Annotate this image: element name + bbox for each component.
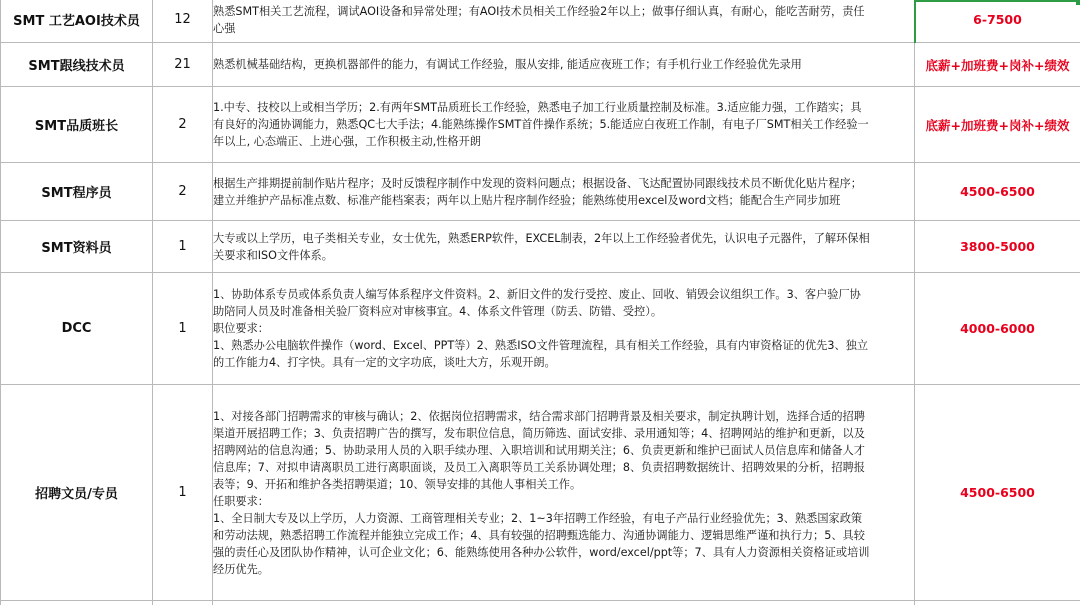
table-row — [1, 273, 1080, 385]
description-line: 根据生产排期提前制作贴片程序；及时反馈程序制作中发现的资料问题点；根据设备、飞达配置协同跟线技术员不断优化贴片程序； — [213, 176, 862, 190]
job-description-cell[interactable] — [213, 43, 915, 87]
description-line: 渠道开展招聘工作；3、负责招聘广告的撰写，发布职位信息，简历筛选、面试安排、录用通知等；4、招聘网站的维护和更新，以及 — [213, 426, 865, 440]
description-line: 信息库；7、对拟申请离职员工进行离职面谈，及员工入离职等员工关系协调处理；8、负责招聘数据统计、招聘效果的分析，招聘报 — [213, 460, 865, 474]
salary-cell[interactable]: 4000-6000 — [915, 273, 1080, 385]
table-row — [1, 43, 1080, 87]
table-row — [1, 601, 1080, 605]
headcount-cell[interactable]: 12 — [153, 0, 213, 43]
empty-cell[interactable] — [213, 601, 915, 605]
description-line: 经历优先。 — [213, 562, 269, 576]
description-line: 建立并维护产品标准点数、标准产能档案表；两年以上贴片程序制作经验；能熟练使用excel及word文档；能配合生产同步加班 — [213, 193, 841, 207]
description-line: 心强 — [213, 21, 236, 35]
job-title-cell[interactable]: 招聘文员/专员 — [1, 385, 153, 601]
description-line: 1、全日制大专及以上学历，人力资源、工商管理相关专业；2、1~3年招聘工作经验，有电子产品行业经验优先；3、熟悉国家政策 — [213, 511, 863, 525]
job-title-cell[interactable]: SMT跟线技术员 — [1, 43, 153, 87]
job-description-cell[interactable] — [213, 385, 915, 601]
description-line: 1.中专、技校以上或相当学历；2.有两年SMT品质班长工作经验，熟悉电子加工行业质量控制及标准。3.适应能力强，工作踏实；具 — [213, 101, 862, 114]
description-line: 任职要求： — [213, 494, 269, 508]
headcount-cell[interactable]: 1 — [153, 273, 213, 385]
description-line: 1、对接各部门招聘需求的审核与确认；2、依据岗位招聘需求，结合需求部门招聘背景及相关要求，制定执聘计划，选择合适的招聘 — [213, 409, 865, 423]
salary-cell[interactable]: 4500-6500 — [915, 163, 1080, 221]
description-line: 和劳动法规，熟悉招聘工作流程并能独立完成工作；4、具有较强的招聘甄选能力、沟通协调能力、逻辑思维严谨和执行力；5、具较 — [213, 528, 865, 542]
job-description-cell[interactable] — [213, 221, 915, 273]
salary-cell[interactable]: 底薪+加班费+岗补+绩效 — [915, 87, 1080, 163]
description-line: 熟悉机械基础结构，更换机器部件的能力，有调试工作经验，服从安排, 能适应夜班工作；有手机行业工作经验优先录用 — [213, 58, 802, 71]
headcount-cell[interactable]: 21 — [153, 43, 213, 87]
description-line: 1、协助体系专员或体系负责人编写体系程序文件资料。2、新旧文件的发行受控、废止、回收、销毁会议组织工作。3、客户验厂协 — [213, 288, 861, 301]
job-title-cell[interactable]: SMT品质班长 — [1, 87, 153, 163]
job-description-cell[interactable] — [213, 273, 915, 385]
description-line: 关要求和ISO文件体系。 — [213, 248, 333, 262]
table-row — [1, 87, 1080, 163]
table-row — [1, 385, 1080, 601]
job-title-cell[interactable]: SMT程序员 — [1, 163, 153, 221]
description-line: 熟悉SMT相关工艺流程，调试AOI设备和异常处理；有AOI技术员相关工作经验2年以上；做事仔细认真，有耐心，能吃苦耐劳，责任 — [213, 4, 865, 18]
empty-cell[interactable] — [153, 601, 213, 605]
job-description-cell[interactable] — [213, 163, 915, 221]
salary-cell[interactable]: 底薪+加班费+岗补+绩效 — [915, 43, 1080, 87]
job-title-cell[interactable]: DCC — [1, 273, 153, 385]
headcount-cell[interactable]: 2 — [153, 87, 213, 163]
job-title-cell[interactable]: SMT资料员 — [1, 221, 153, 273]
salary-cell[interactable]: 3800-5000 — [915, 221, 1080, 273]
table-row — [1, 0, 1080, 43]
description-line: 招聘网站的信息沟通；5、协助录用人员的入职手续办理、入职培训和试用期关注；6、负责更新和维护已面试人员信息库和储备人才 — [213, 443, 865, 457]
description-line: 大专或以上学历，电子类相关专业，女士优先，熟悉ERP软件，EXCEL制表，2年以上工作经验者优先，认识电子元器件，了解环保相 — [213, 231, 870, 245]
empty-cell[interactable] — [1, 601, 153, 605]
description-line: 职位要求： — [213, 322, 269, 335]
description-line: 表等；9、开拓和维护各类招聘渠道；10、领导安排的其他人事相关工作。 — [213, 477, 582, 491]
description-line: 强的责任心及团队协作精神，认可企业文化；6、能熟练使用各种办公软件，word/excel/ppt等；7、具有人力资源相关资格证或培训 — [213, 545, 870, 559]
description-line: 的工作能力4、打字快。具有一定的文字功底，谈吐大方，乐观开朗。 — [213, 356, 556, 369]
job-description-cell[interactable] — [213, 0, 915, 43]
salary-cell[interactable]: 6-7500 — [915, 0, 1080, 43]
description-line: 有良好的沟通协调能力，熟悉QC七大手法；4.能熟练操作SMT首件操作系统；5.能适应白夜班工作制，有电子厂SMT相关工作经验一 — [213, 118, 869, 131]
description-line: 助陪同人员及时准备相关验厂资料应对审核事宜。4、体系文件管理（防丢、防错、受控）。 — [213, 305, 663, 318]
description-line: 1、熟悉办公电脑软件操作（word、Excel、PPT等）2、熟悉ISO文件管理流程，具有相关工作经验，具有内审资格证的优先3、独立 — [213, 339, 869, 352]
table-row — [1, 163, 1080, 221]
headcount-cell[interactable]: 1 — [153, 385, 213, 601]
job-title-cell[interactable]: SMT 工艺AOI技术员 — [1, 0, 153, 43]
salary-cell[interactable]: 4500-6500 — [915, 385, 1080, 601]
headcount-cell[interactable]: 2 — [153, 163, 213, 221]
description-line: 年以上, 心态端正、上进心强，工作积极主动,性格开朗 — [213, 135, 481, 148]
empty-cell[interactable] — [915, 601, 1080, 605]
table-row — [1, 221, 1080, 273]
job-description-cell[interactable] — [213, 87, 915, 163]
headcount-cell[interactable]: 1 — [153, 221, 213, 273]
